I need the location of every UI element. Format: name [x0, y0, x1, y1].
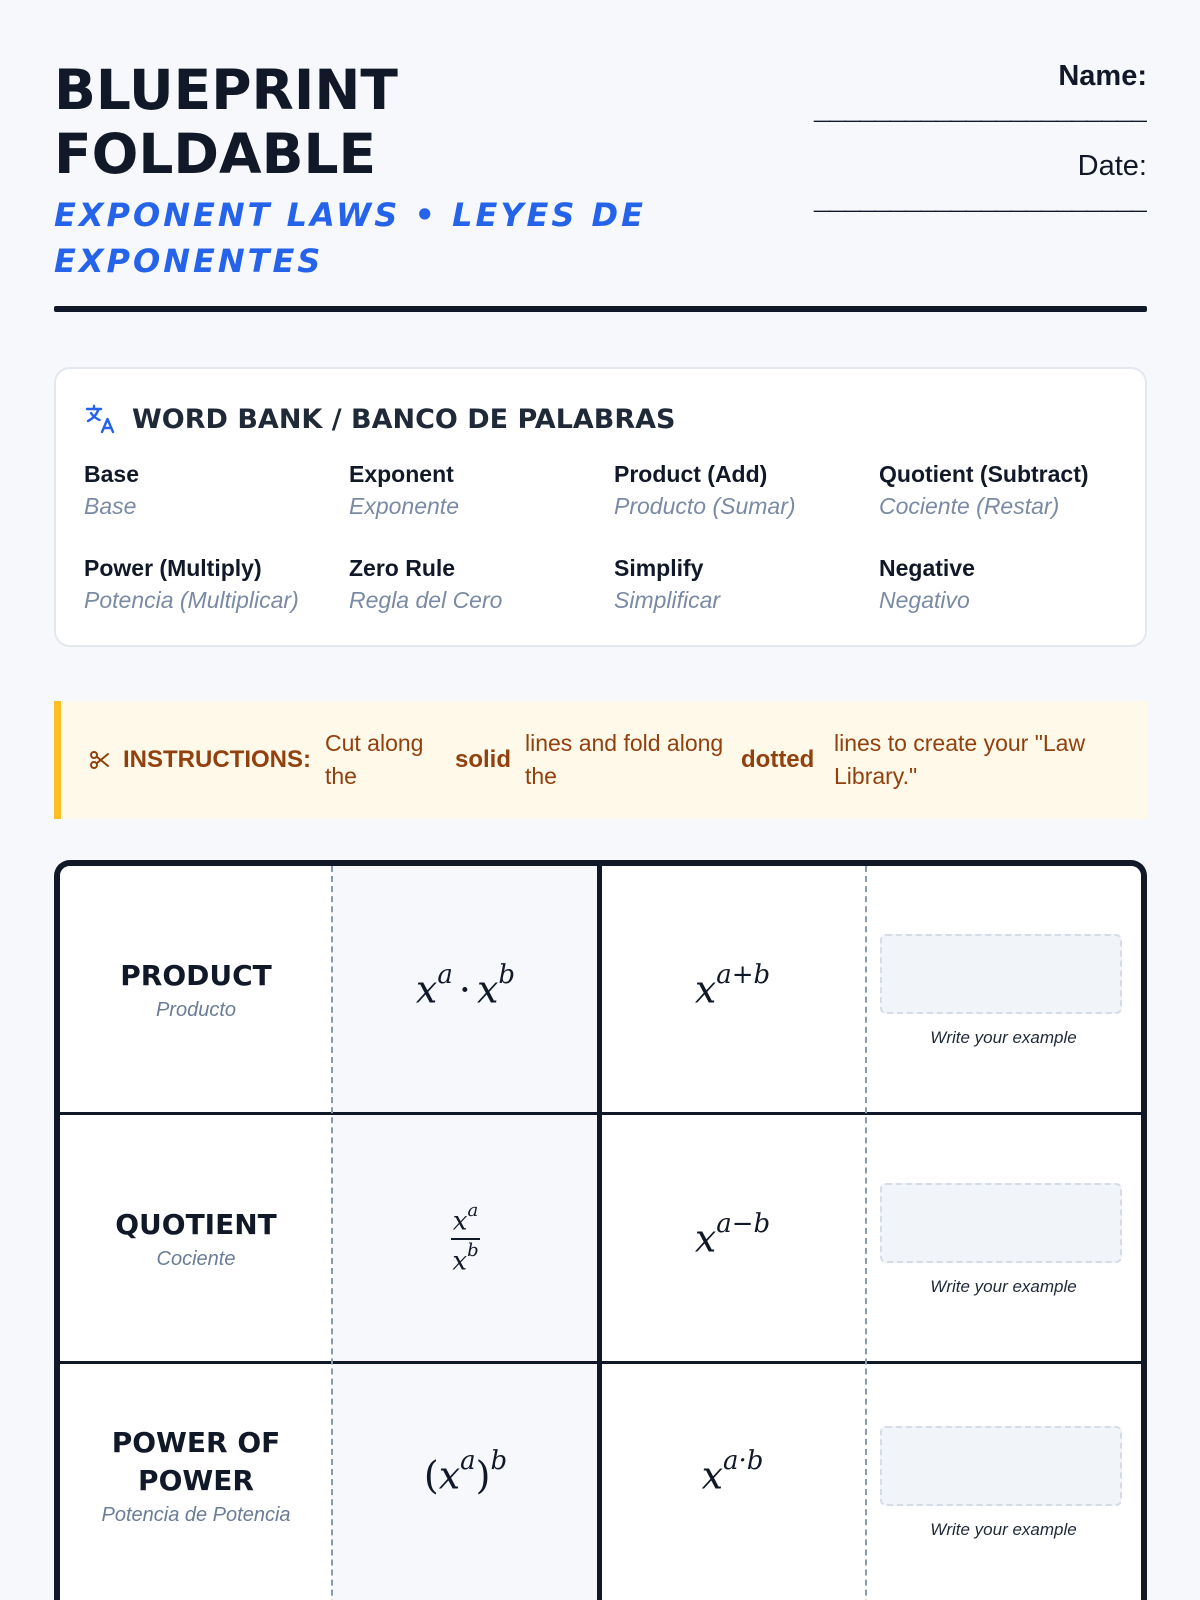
law-expression: $\frac{x^a}{x^b}$	[452, 1199, 479, 1277]
example-write-box[interactable]	[880, 1183, 1122, 1263]
instructions-label: INSTRUCTIONS:	[123, 746, 311, 773]
example-caption: Write your example	[930, 1520, 1077, 1539]
law-result-cell	[599, 1364, 866, 1600]
law-name-spanish: Producto	[155, 998, 237, 1021]
instructions-emphasis-dotted: dotted	[741, 746, 815, 773]
word-bank-header	[84, 401, 1117, 437]
word-bank-term	[84, 553, 349, 617]
law-result: $x^{a+b}$	[694, 960, 771, 1012]
term-spanish: Base	[84, 493, 137, 519]
name-date-block	[767, 58, 1147, 212]
term-english: Quotient (Subtract)	[879, 461, 1089, 487]
header-divider	[54, 306, 1147, 312]
law-name: PRODUCT	[120, 958, 272, 992]
law-expression-cell	[332, 1364, 599, 1600]
page-title: BLUEPRINT FOLDABLE	[54, 58, 398, 186]
scissors-icon	[89, 749, 111, 771]
translate-icon	[84, 402, 118, 436]
date-field-line[interactable]: ______________________	[814, 184, 1147, 212]
date-label: Date:	[1077, 150, 1147, 182]
word-bank-term	[879, 459, 1144, 523]
term-english: Power (Multiply)	[84, 555, 262, 581]
example-write-box[interactable]	[880, 1426, 1122, 1506]
law-result-cell	[599, 1115, 866, 1361]
instructions-text: Cut along the	[325, 730, 424, 789]
law-name-spanish: Cociente	[156, 1247, 236, 1270]
term-english: Product (Add)	[614, 461, 768, 487]
word-bank-term	[614, 553, 879, 617]
word-bank-title: WORD BANK / BANCO DE PALABRAS	[132, 403, 676, 435]
instructions-text: lines to create your "Law Library."	[834, 730, 1086, 789]
term-spanish: Producto (Sumar)	[614, 493, 796, 519]
term-spanish: Cociente (Restar)	[879, 493, 1060, 519]
name-label: Name:	[1058, 60, 1147, 92]
law-expression-cell	[332, 866, 599, 1112]
word-bank-grid	[84, 459, 1117, 617]
example-cell	[866, 866, 1141, 1112]
worksheet-header	[54, 58, 1147, 284]
word-bank-card	[54, 367, 1147, 647]
law-expression-cell	[332, 1115, 599, 1361]
foldable-law-table	[54, 860, 1147, 1600]
word-bank-term	[84, 459, 349, 523]
term-english: Negative	[879, 555, 975, 581]
term-spanish: Exponente	[349, 493, 459, 519]
law-expression: $(x^a)^b$	[423, 1446, 508, 1498]
name-field-line[interactable]: ______________________	[814, 94, 1147, 122]
law-name-spanish: Potencia de Potencia	[101, 1504, 291, 1526]
fold-line-vertical	[865, 866, 867, 1600]
example-caption: Write your example	[930, 1028, 1077, 1047]
term-spanish: Potencia (Multiplicar)	[84, 587, 299, 613]
cut-line-vertical	[597, 866, 602, 1600]
law-name-cell	[60, 866, 332, 1112]
word-bank-term	[879, 553, 1144, 617]
term-english: Base	[84, 461, 139, 487]
word-bank-term	[349, 459, 614, 523]
law-result: $x^{a-b}$	[694, 1209, 771, 1261]
term-english: Simplify	[614, 555, 704, 581]
word-bank-term	[614, 459, 879, 523]
law-name: POWER OF POWER	[111, 1426, 281, 1497]
law-name-cell	[60, 1364, 332, 1600]
page-subtitle: EXPONENT LAWS • LEYES DE EXPONENTES	[54, 196, 646, 280]
instructions-banner	[54, 701, 1147, 819]
law-result-cell	[599, 866, 866, 1112]
law-result: $x^{a\cdot b}$	[701, 1446, 764, 1498]
example-cell	[866, 1364, 1141, 1600]
example-write-box[interactable]	[880, 934, 1122, 1014]
fold-line-vertical	[331, 866, 333, 1600]
instructions-emphasis-solid: solid	[455, 746, 512, 773]
instructions-text: lines and fold along the	[525, 730, 724, 789]
law-name: QUOTIENT	[115, 1207, 277, 1241]
example-cell	[866, 1115, 1141, 1361]
law-name-cell	[60, 1115, 332, 1361]
term-spanish: Regla del Cero	[349, 587, 503, 613]
example-caption: Write your example	[930, 1277, 1077, 1296]
term-spanish: Simplificar	[614, 587, 721, 613]
term-english: Exponent	[349, 461, 454, 487]
law-expression: $x^a \cdot x^b$	[415, 960, 516, 1012]
term-english: Zero Rule	[349, 555, 456, 581]
word-bank-term	[349, 553, 614, 617]
term-spanish: Negativo	[879, 587, 970, 613]
